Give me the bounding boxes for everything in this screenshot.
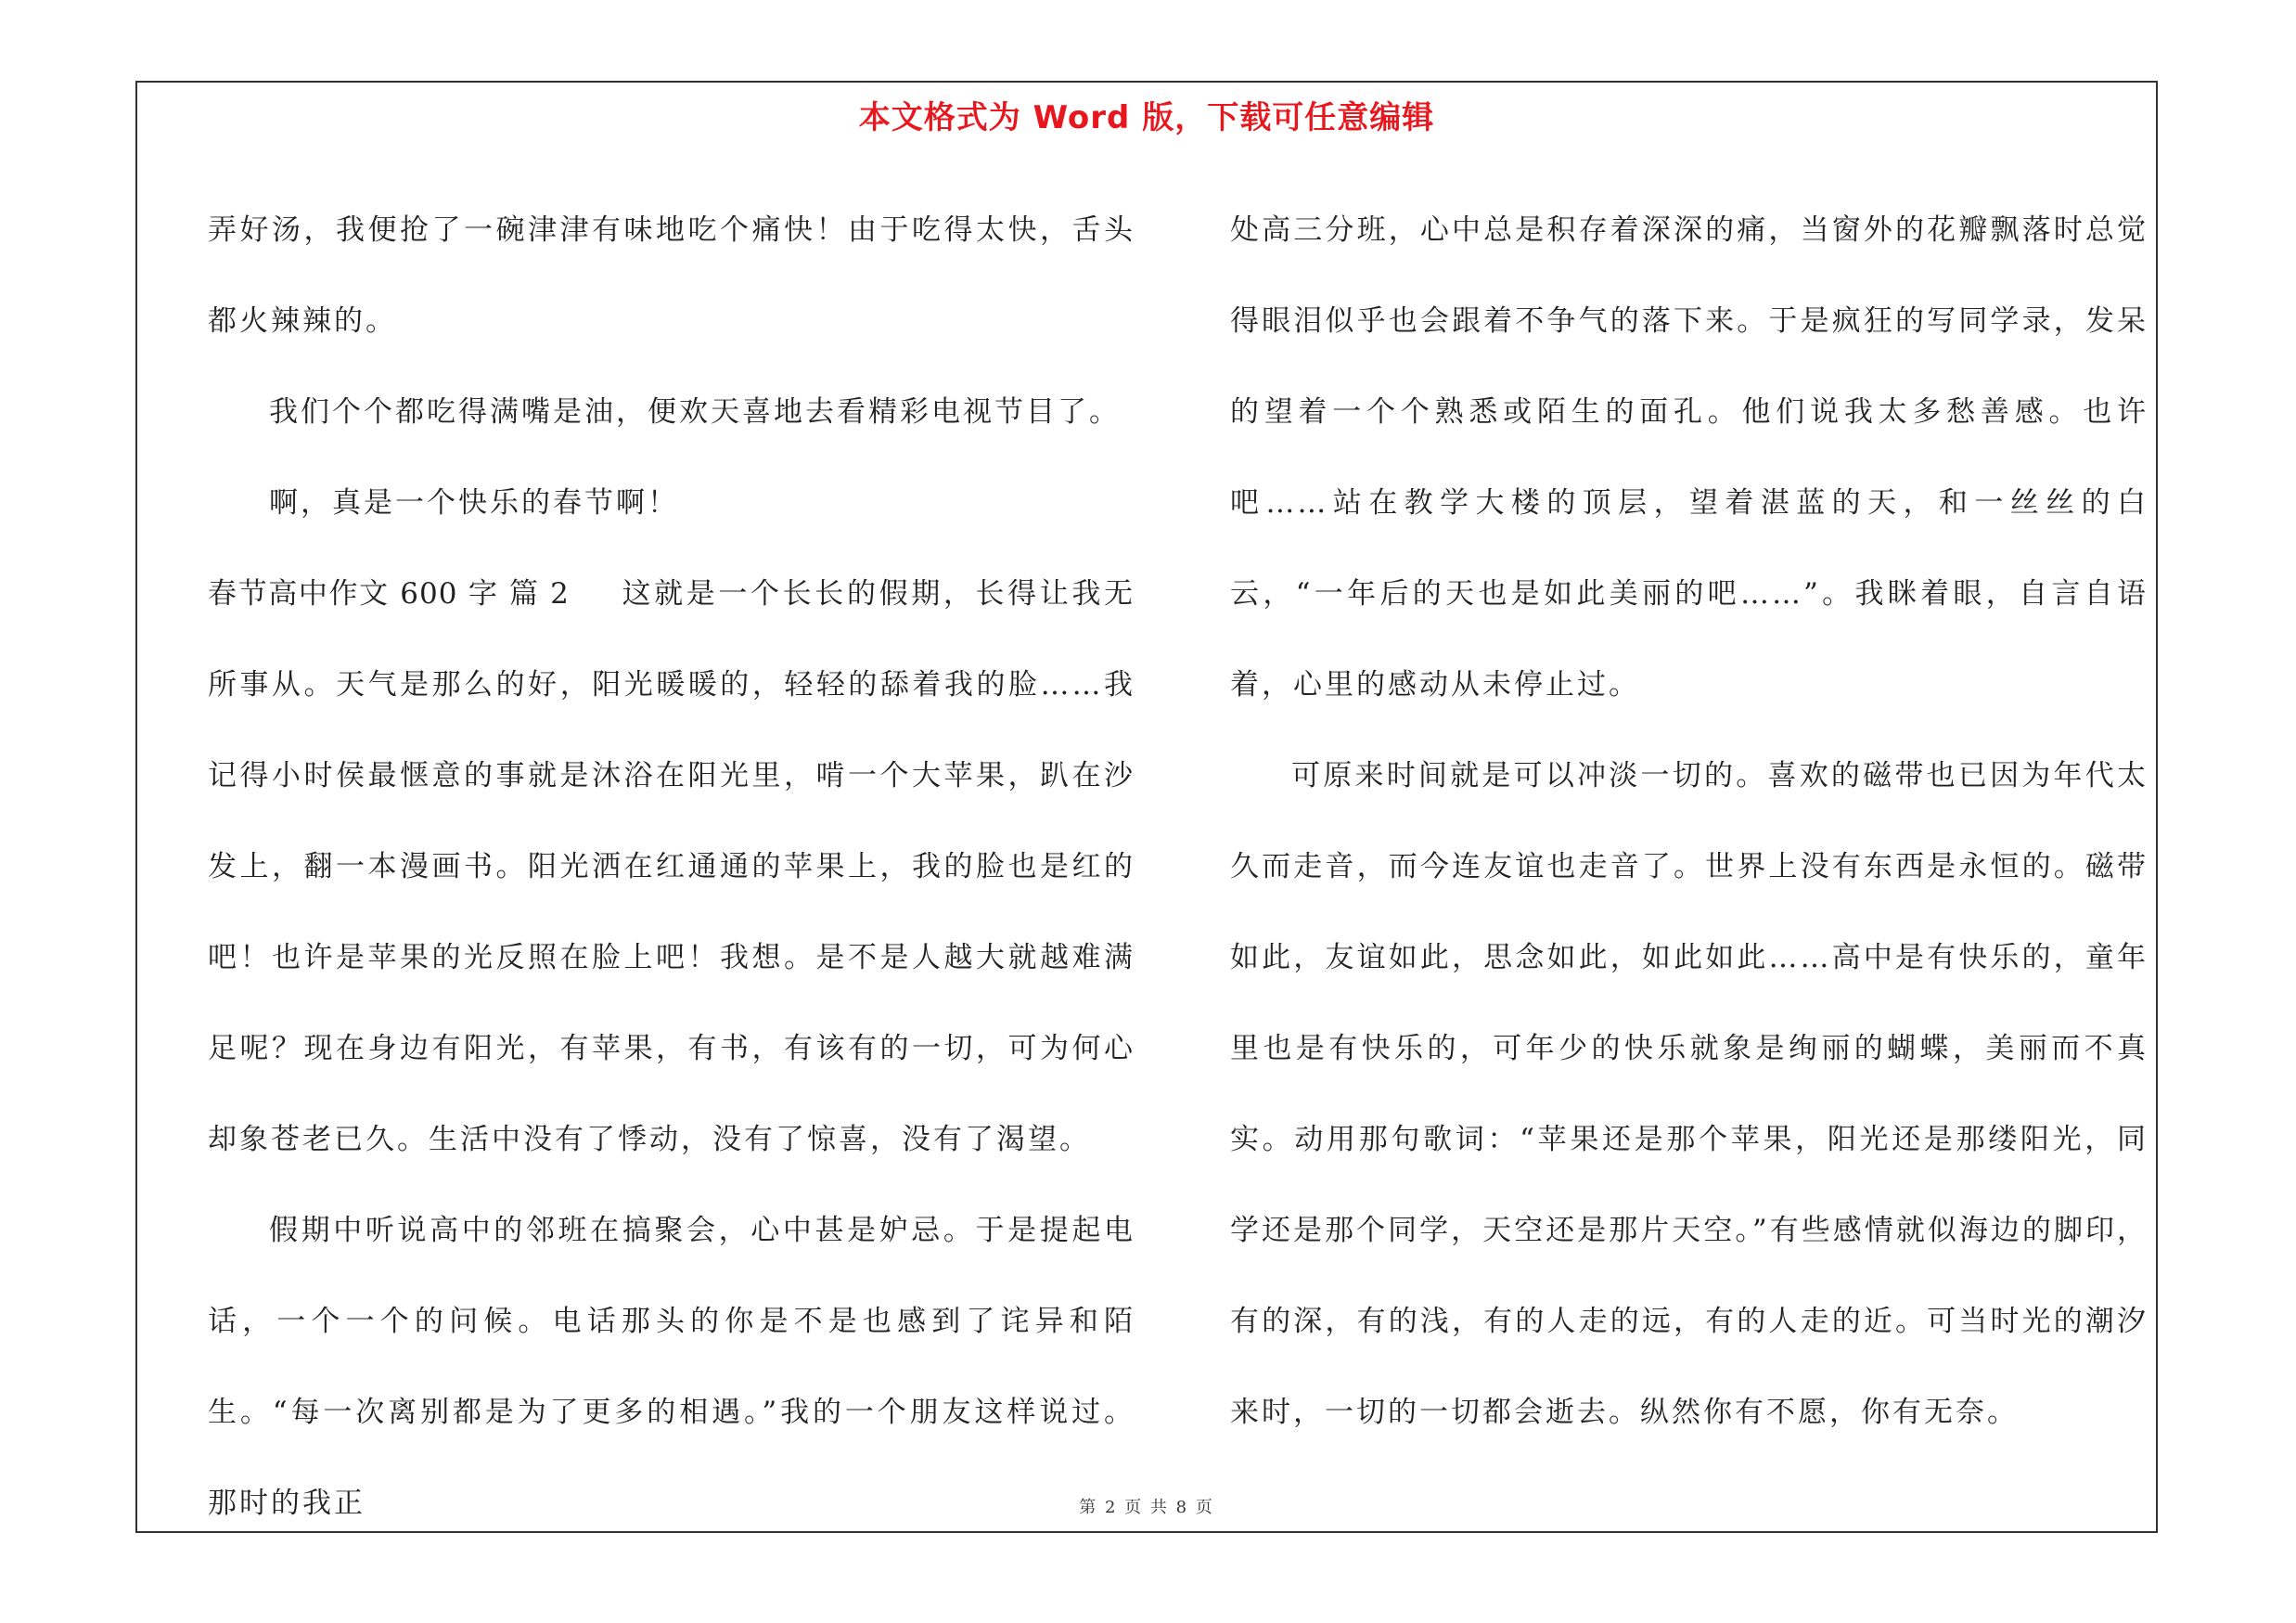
section-paragraph: [208, 548, 1135, 1185]
paragraph: 啊，真是一个快乐的春节啊！: [269, 486, 679, 520]
paragraph: 假期中听说高中的邻班在搞聚会，心中甚是妒忌。于是提起电话，一个一个的问候。电话那头的你是不是也感到了诧异和陌生。“每一次离别都是为了更多的相遇。”我的一个朋友这样说过。那时的我正: [208, 1214, 1135, 1520]
document-page: [135, 81, 2158, 1533]
paragraph: 可原来时间就是可以冲淡一切的。喜欢的磁带也已因为年代太久而走音，而今连友谊也走音了。世界上没有东西是永恒的。磁带如此，友谊如此，思念如此，如此如此……高中是有快乐的，童年里也是有快乐的，可年少的快乐就象是绚丽的蝴蝶，美丽而不真实。动用那句歌词：“苹果还是那个苹果，阳光还是那缕阳光，同学还是那个同学，天空还是那片天空。”有些感情就似海边的脚印，有的深，有的浅，有的人走的远，有的人走的近。可当时光的潮汐来时，一切的一切都会逝去。纵然你有不愿，你有无奈。: [1230, 759, 2148, 1429]
left-column: [208, 185, 1135, 1549]
page-indicator: 第 2 页 共 8 页: [1079, 1498, 1214, 1517]
paragraph: 弄好汤，我便抢了一碗津津有味地吃个痛快！由于吃得太快，舌头都火辣辣的。: [208, 213, 1135, 338]
header-banner: 本文格式为 Word 版，下载可任意编辑: [858, 99, 1435, 136]
section-heading: 春节高中作文 600 字 篇 2: [208, 577, 570, 611]
paragraph: 处高三分班，心中总是积存着深深的痛，当窗外的花瓣飘落时总觉得眼泪似乎也会跟着不争气的落下来。于是疯狂的写同学录，发呆的望着一个个熟悉或陌生的面孔。他们说我太多愁善感。也许吧……站在教学大楼的顶层，望着湛蓝的天，和一丝丝的白云，“一年后的天也是如此美丽的吧……”。我眯着眼，自言自语着，心里的感动从未停止过。: [1230, 213, 2148, 702]
paragraph: 我们个个都吃得满嘴是油，便欢天喜地去看精彩电视节目了。: [269, 395, 1121, 429]
paragraph-text: 这就是一个长长的假期，长得让我无所事从。天气是那么的好，阳光暖暖的，轻轻的舔着我的脸……我记得小时侯最惬意的事就是沐浴在阳光里，啃一个大苹果，趴在沙发上，翻一本漫画书。阳光洒在红通通的苹果上，我的脸也是红的吧！也许是苹果的光反照在脸上吧！我想。是不是人越大就越难满足呢？现在身边有阳光，有苹果，有书，有该有的一切，可为何心却象苍老已久。生活中没有了悸动，没有了惊喜，没有了渴望。: [208, 577, 1135, 1156]
right-column: [1230, 185, 2148, 1458]
